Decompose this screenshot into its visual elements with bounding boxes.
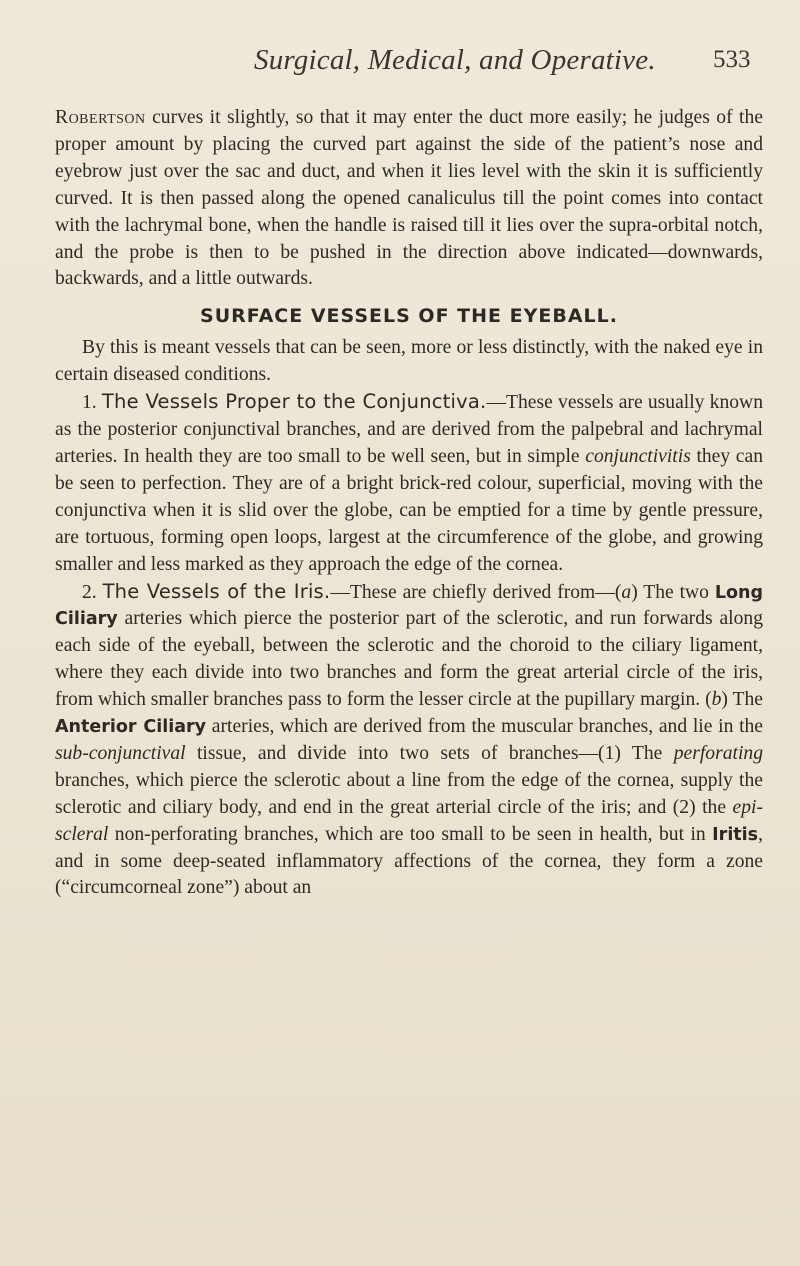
label-b: b: [711, 689, 722, 711]
paragraph-robertson: [55, 105, 763, 293]
page-body: [55, 105, 763, 902]
paragraph-conjunctiva: 1. The Vessels Proper to the Conjunctiva.—These vessels are usually known as the posterior conjunctival branches, and are derived from the palpebral and lachrymal arteries. In health they are too small to be well seen, but in simple conjunctivitis they can be seen to perfection. They are of a bright brick-red colour, superficial, moving with the conjunctiva when it is slid over the globe, can be emptied for a time by gentle pressure, are tortuous, forming open loops, largest at the circumference of the globe, and growing smaller and less marked as they approach the edge of the cornea.: [55, 390, 763, 575]
term-epi-scleral: epi-scleral: [55, 796, 763, 845]
author-name: Robertson: [55, 107, 146, 128]
term-anterior-ciliary: Anterior Ciliary: [55, 717, 207, 738]
term-conjunctivitis: conjunctivitis: [585, 445, 691, 467]
item-number: 2.: [82, 581, 97, 603]
term-sub-conjunctival: sub-conjunctival: [55, 742, 186, 764]
paragraph-definition: By this is meant vessels that can be seen, more or less distinctly, with the naked eye in certain diseased conditions.: [55, 337, 763, 386]
subheading-iris: The Vessels of the Iris.: [102, 579, 331, 603]
label-a: a: [621, 581, 632, 603]
paragraph-iris: 2. The Vessels of the Iris.—These are chiefly derived from—(a) The two Long Ciliary arteries which pierce the posterior part of the sclerotic, and run forwards along each side of the eyeball, between the sclerotic and the choroid to the ciliary ligament, where they each divide into two branches and form the great arterial circle of the iris, from which smaller branches pass to form the lesser circle at the pupillary margin. (b) The Anterior Ciliary arteries, which are derived from the muscular branches, and lie in the sub-conjunctival tissue, and divide into two sets of branches—(1) The perforating branches, which pierce the sclerotic about a line from the edge of the cornea, supply the sclerotic and ciliary body, and end in the great arterial circle of the iris; and (2) the epi-scleral non-perforating branches, which are too small to be seen in health, but in Iritis, and in some deep-seated inflammatory affections of the cornea, they form a zone (“circumcorneal zone”) about an: [55, 579, 764, 899]
running-head-title: Surgical, Medical, and Operative.: [254, 44, 656, 76]
term-perforating: perforating: [673, 742, 763, 764]
page-number: 533: [713, 46, 751, 73]
subheading-conjunctiva: The Vessels Proper to the Conjunctiva.: [101, 390, 487, 414]
section-heading: SURFACE VESSELS OF THE EYEBALL.: [200, 305, 618, 328]
paragraph-text: curves it slightly, so that it may enter the duct more easily; he judges of the proper amount by placing the curved part against the side of the patient’s nose and eyebrow just over the sac and duct, and when it lies level with the skin it is sufficiently curved. It is then passed along the opened canaliculus till the point comes into contact with the lachrymal bone, when the handle is raised till it lies over the supra-orbital notch, and the probe is then to be pushed in the direction above indicated—downwards, backwards, and a little outwards.: [55, 107, 763, 290]
running-head: [0, 44, 800, 84]
term-iritis: Iritis: [712, 824, 759, 845]
term-long-ciliary: Long Ciliary: [55, 582, 763, 630]
item-number: 1.: [82, 392, 97, 414]
